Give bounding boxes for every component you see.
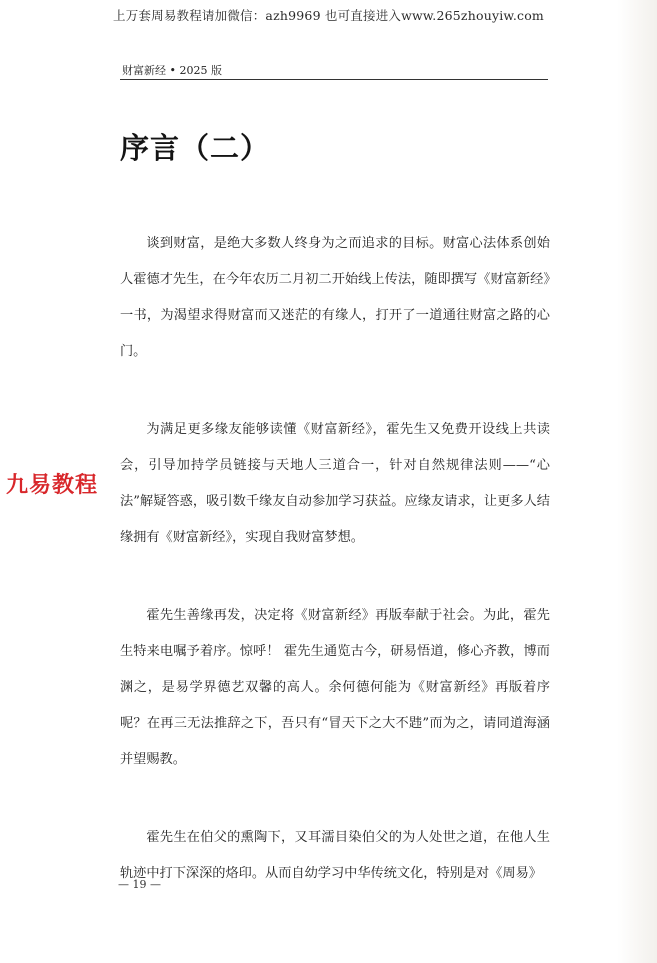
top-watermark-text: 上万套周易教程请加微信：azh9969 也可直接进入www.265zhouyiw.com [113,8,544,23]
side-watermark-logo: 九易教程 [6,473,99,498]
page-number: — 19 — [118,878,161,891]
paragraph-4: 霍先生在伯父的熏陶下，又耳濡目染伯父的为人处世之道，在他人生轨迹中打下深深的烙印。从而自幼学习中华传统文化，特别是对《周易》 [120,830,550,881]
header-rule [120,79,548,80]
paragraph-2: 为满足更多缘友能够读懂《财富新经》，霍先生又免费开设线上共读会，引导加持学员链接与天地人三道合一，针对自然规律法则——“心法”解疑答惑，吸引数千缘友自动参加学习获益。应缘友请求，让更多人结缘拥有《财富新经》，实现自我财富梦想。 [120,422,550,545]
paragraph-3: 霍先生善缘再发，决定将《财富新经》再版奉献于社会。为此，霍先生特来电嘱予着序。惊呼！ 霍先生通览古今，研易悟道，修心齐教，博而渊之，是易学界德艺双馨的高人。余何德何能为《财富新经》再版着序呢？在再三无法推辞之下，吾只有“冒天下之大不韪”而为之，请同道海涵并望赐教。 [120,608,550,767]
paragraph-1: 谈到财富，是绝大多数人终身为之而追求的目标。财富心法体系创始人霍德才先生，在今年农历二月初二开始线上传法，随即撰写《财富新经》一书，为渴望求得财富而又迷茫的有缘人，打开了一道通往财富之路的心门。 [120,236,550,359]
running-header: 财富新经 • 2025 版 [122,64,222,77]
page-edge-shadow [617,0,657,963]
chapter-title: 序言（二） [120,131,271,165]
body-text [120,226,550,934]
